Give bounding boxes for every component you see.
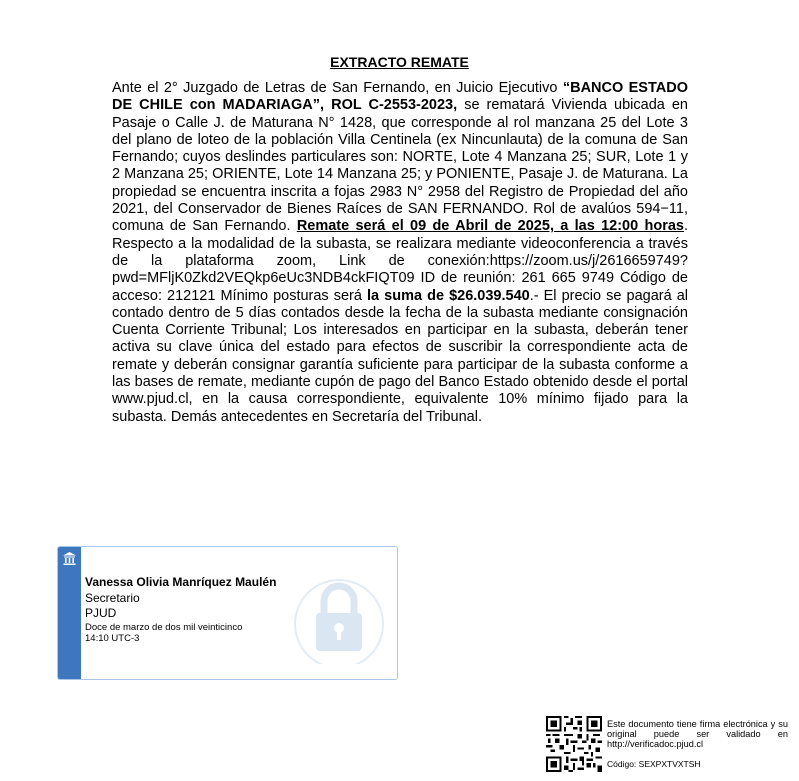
signature-box — [57, 546, 398, 680]
verification-text: Este documento tiene firma electrónica y su original puede ser validado en http://verificadoc.pjud.cl — [607, 719, 788, 749]
auction-notice-paragraph — [112, 80, 688, 426]
signer-name: Vanessa Olivia Manríquez Maulén — [85, 575, 277, 589]
qr-code-icon — [546, 716, 602, 772]
signature-strip — [58, 547, 81, 679]
signer-org: PJUD — [85, 606, 117, 620]
document-title: EXTRACTO REMATE — [330, 54, 469, 70]
signature-time: 14:10 UTC-3 — [85, 632, 140, 644]
text-segment: se rematará Vivienda ubicada en Pasaje o Calle J. de Maturana N° 1428, que corresponde al rol manzana 25 del Lote 3 del plano de loteo de la población Villa Centinela (ex Nincunlauta) de la comuna de San Fernando; cuyos deslindes particulares son: NORTE, Lote 4 Manzana 25; SUR, Lote 1 y 2 Manzana 25; ORIENTE, Lote 14 Manzana 25; y PONIENTE, Pasaje J. de Maturana. La propiedad se encuentra inscrita a fojas 2983 N° 2958 del Registro de Propiedad del año 2021, del Conservador de Bienes Raíces de SAN FERNANDO. Rol de avalúos 594−11, comuna de San Fernando. — [112, 97, 688, 235]
verification-code: Código: SEXPXTVXTSH — [607, 759, 701, 769]
text-segment: . Respecto a la modalidad de la subasta, se realizara mediante videoconferencia a través de la plataforma zoom, Link de conexión:https://zoom.us/j/2616659749?pwd=MFljK0Zkd2VEQkp6eUc3NDB4ckFIQT09 ID de reunión: 261 665 9749 Código de acceso: 212121 Mínimo posturas será — [112, 218, 688, 304]
minimum-bid: la suma de $26.039.540 — [367, 287, 530, 304]
signer-role: Secretario — [85, 590, 140, 605]
text-segment: Ante el 2° Juzgado de Letras de San Fernando, en Juicio Ejecutivo — [112, 80, 563, 96]
auction-date: Remate será el 09 de Abril de 2025, a las 12:00 horas — [296, 218, 684, 235]
courthouse-icon — [62, 551, 77, 566]
signature-date: Doce de marzo de dos mil veinticinco — [85, 621, 243, 633]
text-segment: .- El precio se pagará al contado dentro de 5 días contados desde la fecha de la subasta mediante consignación Cuenta Corriente Tribunal; Los interesados en participar en la subasta, deberán tener activa su clave única del estado para efectos de suscribir la correspondiente acta de remate y deberán consignar garantía suficiente para participar de la subasta conforme a las bases de remate, mediante cupón de pago del Banco Estado obtenido desde el portal www.pjud.cl, en la causa correspondiente, equivalente 10% mínimo fijado para la subasta. Demás antecedentes en Secretaría del Tribunal. — [112, 287, 688, 425]
case-name: “BANCO ESTADO DE CHILE con MADARIAGA”, ROL C-2553-2023, — [112, 80, 688, 114]
